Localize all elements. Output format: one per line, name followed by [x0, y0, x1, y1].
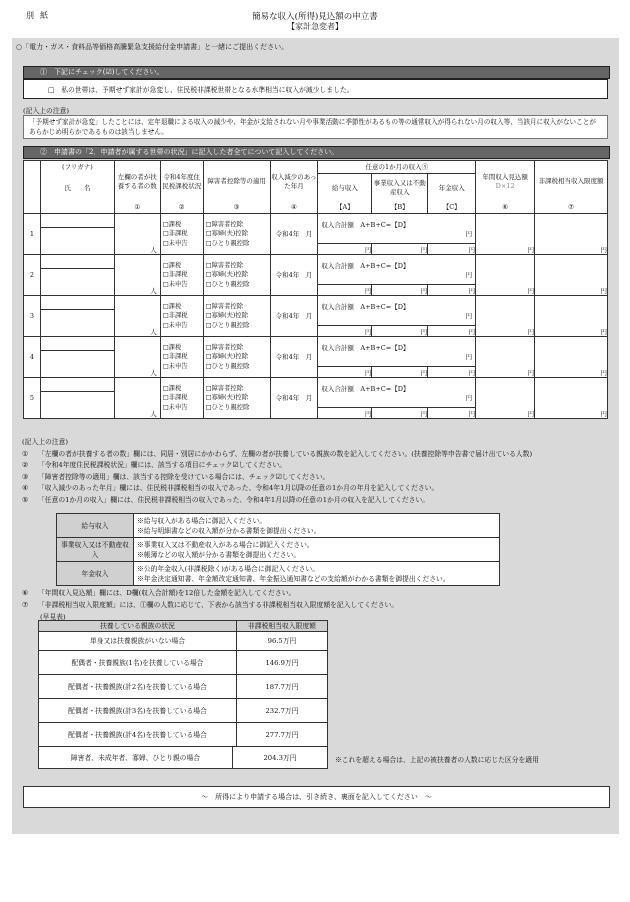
- instruction-num: ⑤: [22, 495, 29, 504]
- yen-unit: 円: [465, 352, 473, 361]
- tax-opt-unfiled[interactable]: □未申告: [162, 280, 188, 288]
- pension-field[interactable]: 円: [428, 326, 476, 337]
- instruction-text: 「年間収入見込額」欄には、D欄(収入合計額)を12倍した金額を記入してください。: [38, 589, 296, 597]
- row-number: 3: [24, 296, 41, 337]
- name-field[interactable]: [40, 392, 114, 419]
- limit-status: 配偶者・扶養親族(1名)を扶養している場合: [39, 651, 237, 675]
- col-num-1: ①: [114, 203, 160, 214]
- instruction-item: [22, 588, 607, 600]
- pension-field[interactable]: 円: [428, 367, 476, 378]
- col-num-c: 【C】: [428, 203, 476, 214]
- ded-opt-widow[interactable]: □寡婦(夫)控除: [205, 394, 248, 402]
- tax-status-header: 令和4年度住民税課税状況: [160, 161, 203, 203]
- income-type-note: ※年金決定通知書、年金額改定通知書、年金振込通知書などの支給額がわかる書類を御提出ください。: [137, 574, 450, 583]
- limit-special-note: ※これを超える場合は、上記の被扶養者の人数に応じた区分を適用: [335, 756, 539, 764]
- tax-opt-nontaxable[interactable]: □非課税: [162, 353, 188, 361]
- income-type-note: ※給与収入がある場合に御記入ください。: [137, 516, 267, 525]
- tax-opt-taxable[interactable]: □課税: [162, 261, 182, 269]
- instruction-text: 「任意の1か月の収入」欄には、住民税非課税相当の収入であった、令和4年1月以降の任意の1か月の収入を記入してください。: [38, 495, 430, 504]
- furigana-field[interactable]: [40, 296, 114, 310]
- annual-field[interactable]: 円: [476, 337, 535, 378]
- instruction-num: ③: [22, 472, 29, 481]
- salary-field[interactable]: 円: [318, 367, 372, 378]
- instruction-item: [22, 460, 607, 472]
- tax-opt-taxable[interactable]: □課税: [162, 343, 182, 351]
- instruction-num: ⑥: [22, 589, 29, 597]
- tax-opt-taxable[interactable]: □課税: [162, 384, 182, 392]
- income-types-table: [56, 513, 500, 586]
- tax-opt-unfiled[interactable]: □未申告: [162, 403, 188, 411]
- col-num-3: ③: [203, 203, 270, 214]
- annual-field[interactable]: 円: [476, 296, 535, 337]
- limit-status-header: 扶養している親族の状況: [39, 621, 237, 632]
- tax-opt-unfiled[interactable]: □未申告: [162, 362, 188, 370]
- decrease-month-field[interactable]: 令和4年 月: [270, 378, 318, 419]
- limit-status: 配偶者・扶養親族(計4名)を扶養している場合: [39, 723, 237, 747]
- ded-opt-disability[interactable]: □障害者控除: [205, 261, 244, 269]
- col-num-6: ⑥: [476, 203, 535, 214]
- instruction-text: 「令和4年度住民税課税状況」欄には、該当する項目にチェック☑してください。: [38, 461, 287, 470]
- attachment-label: 別紙: [26, 11, 54, 20]
- quick-table-caption: (早見表): [40, 613, 66, 621]
- income-sum-field[interactable]: [318, 214, 476, 244]
- decrease-month-field[interactable]: 令和4年 月: [270, 255, 318, 296]
- income-type-label: 年金収入: [57, 562, 134, 586]
- deduction-header: 障害者控除等の適用: [203, 161, 270, 203]
- deduction-options[interactable]: [203, 255, 270, 296]
- annual-field[interactable]: 円: [476, 378, 535, 419]
- tax-status-options[interactable]: [160, 296, 203, 337]
- instruction-text: 「非課税相当収入限度額」には、①欄の人数に応じて、下表から該当する非課税相当収入限度額を記入してください。: [38, 600, 399, 609]
- ded-opt-widow[interactable]: □寡婦(夫)控除: [205, 230, 248, 238]
- form-title: 簡易な収入(所得)見込額の申立書: [252, 12, 378, 22]
- row-number: 5: [24, 378, 41, 419]
- tax-opt-nontaxable[interactable]: □非課税: [162, 394, 188, 402]
- intro-text: ○「電力・ガス・食料品等価格高騰緊急支援給付金申請書」と一緒にご提出ください。: [16, 43, 289, 51]
- instruction-text: 「左欄の者が扶養する者の数」欄には、同居・別居にかかわらず、左欄の者が扶養している親族の数を記入してください。(扶養控除等申告書で届け出ている人数): [38, 449, 533, 458]
- business-field[interactable]: 円: [372, 244, 428, 255]
- decrease-month-field[interactable]: 令和4年 月: [270, 337, 318, 378]
- limit-status: 配偶者・扶養親族(計2名)を扶養している場合: [39, 675, 237, 699]
- row-number: 4: [24, 337, 41, 378]
- name-header: 氏 名: [40, 174, 114, 203]
- instruction-num: ②: [22, 461, 29, 470]
- income-type-notes: [134, 562, 500, 586]
- col-no-header: [24, 161, 41, 214]
- deduction-options[interactable]: [203, 337, 270, 378]
- limit-status: 配偶者・扶養親族(計3名)を扶養している場合: [39, 699, 237, 723]
- business-header: 事業収入又は不動産収入: [372, 174, 428, 203]
- tax-opt-unfiled[interactable]: □未申告: [162, 321, 188, 329]
- income-type-note: ※給与明細書などの収入額が分かる書類を御提出ください。: [137, 526, 321, 535]
- business-field[interactable]: 円: [372, 285, 428, 296]
- dependents-header: 左欄の者が扶養する者の数: [114, 161, 160, 203]
- limit-field[interactable]: 円: [535, 378, 608, 419]
- limit-status: 単身又は扶養親族がいない場合: [39, 632, 237, 651]
- income-type-notes: [134, 514, 500, 538]
- income-sum-field[interactable]: [318, 255, 476, 285]
- instructions-title: (記入上の注意): [22, 438, 69, 446]
- yen-unit: 円: [465, 270, 473, 279]
- deduction-options[interactable]: [203, 296, 270, 337]
- furigana-field[interactable]: [40, 337, 114, 351]
- decrease-month-field[interactable]: 令和4年 月: [270, 214, 318, 255]
- instruction-item: [22, 472, 607, 484]
- note1-title: (記入上の注意): [23, 107, 70, 115]
- income-type-label: 事業収入又は不動産収入: [57, 538, 134, 562]
- monthly-income-header: 任意の1か月の収入⑤: [318, 161, 476, 174]
- yen-unit: 円: [465, 393, 473, 402]
- dependents-field[interactable]: 人: [114, 296, 160, 337]
- pension-field[interactable]: 円: [428, 285, 476, 296]
- limit-amount-header: 非課税相当収入限度額: [237, 621, 328, 632]
- col-num-a: 【A】: [318, 203, 372, 214]
- form-subtitle: 【家計急変者】: [287, 22, 343, 31]
- ded-opt-single-parent[interactable]: □ひとり親控除: [205, 403, 250, 411]
- pension-field[interactable]: 円: [428, 408, 476, 419]
- salary-field[interactable]: 円: [318, 244, 372, 255]
- limit-quick-table: [38, 620, 328, 747]
- limit-amount: 96.5万円: [237, 632, 328, 651]
- pension-field[interactable]: 円: [428, 244, 476, 255]
- dependents-field[interactable]: 人: [114, 337, 160, 378]
- income-sum-label: 収入合計額 A+B+C=【D】: [321, 220, 410, 229]
- ded-opt-disability[interactable]: □障害者控除: [205, 302, 244, 310]
- footer-note: ～ 所得により申請する場合は、引き続き、裏面を記入してください ～: [23, 786, 610, 808]
- tax-status-options[interactable]: [160, 255, 203, 296]
- name-field[interactable]: [40, 351, 114, 378]
- income-type-notes: [134, 538, 500, 562]
- tax-status-options[interactable]: [160, 378, 203, 419]
- ded-opt-widow[interactable]: □寡婦(夫)控除: [205, 312, 248, 320]
- section1-box: [23, 79, 608, 99]
- business-field[interactable]: 円: [372, 326, 428, 337]
- ded-opt-disability[interactable]: □障害者控除: [205, 343, 244, 351]
- instruction-num: ④: [22, 484, 29, 493]
- instructions: [22, 437, 607, 507]
- yen-unit: 円: [465, 311, 473, 320]
- limit-field[interactable]: 円: [535, 296, 608, 337]
- note1-text: 「予期せず家計が急変」したことには、定年退職による収入の減少や、年金が支給されない月や事業活動に季節性があるもの等の通常収入が得られない月の収入等、当該月に収入がないことがあらかじめ明らかであるものは該当しません。: [23, 115, 608, 139]
- limit-special-status: 障害者、未成年者、寡婦、ひとり親の場合: [39, 747, 233, 769]
- income-type-label: 給与収入: [57, 514, 134, 538]
- limit-special-table: [38, 746, 328, 769]
- col-num-7: ⑦: [535, 203, 608, 214]
- col-num-2: ②: [160, 203, 203, 214]
- income-sum-field[interactable]: [318, 296, 476, 326]
- ded-opt-disability[interactable]: □障害者控除: [205, 220, 244, 228]
- ded-opt-single-parent[interactable]: □ひとり親控除: [205, 239, 250, 247]
- income-type-note: ※公的年金収入(非課税除く)がある場合に御記入ください。: [137, 564, 320, 573]
- row-number: 1: [24, 214, 41, 255]
- instruction-text: 「障害者控除等の適用」欄は、該当する控除を受けている場合には、チェック☑してください。: [38, 472, 330, 481]
- tax-opt-nontaxable[interactable]: □非課税: [162, 230, 188, 238]
- section1-checkbox[interactable]: □ 私の世帯は、予期せず家計が急変し、住民税非課税世帯となる水準相当に収入が減少しました。: [48, 86, 354, 94]
- limit-amount: 232.7万円: [237, 699, 328, 723]
- business-field[interactable]: 円: [372, 408, 428, 419]
- income-sum-label: 収入合計額 A+B+C=【D】: [321, 261, 410, 270]
- tax-opt-nontaxable[interactable]: □非課税: [162, 271, 188, 279]
- name-field[interactable]: [40, 228, 114, 255]
- pension-header: 年金収入: [428, 174, 476, 203]
- dependents-field[interactable]: 人: [114, 255, 160, 296]
- income-sum-field[interactable]: [318, 378, 476, 408]
- section2-bar: ② 申請書の「2．申請者が属する世帯の状況」に記入した者全てについて記入してください。: [23, 146, 610, 159]
- instruction-item: [22, 449, 607, 461]
- annual-income-label: 年間収入見込額: [482, 172, 528, 181]
- instructions-2: [22, 588, 607, 611]
- limit-header: 非課税相当収入限度額: [535, 161, 608, 203]
- ded-opt-disability[interactable]: □障害者控除: [205, 384, 244, 392]
- annual-income-formula: D×12: [495, 181, 515, 190]
- limit-field[interactable]: 円: [535, 214, 608, 255]
- instruction-num: ①: [22, 449, 29, 458]
- dependents-field[interactable]: 人: [114, 214, 160, 255]
- limit-amount: 187.7万円: [237, 675, 328, 699]
- tax-opt-taxable[interactable]: □課税: [162, 302, 182, 310]
- deduction-options[interactable]: [203, 214, 270, 255]
- name-field[interactable]: [40, 310, 114, 337]
- income-sum-label: 収入合計額 A+B+C=【D】: [321, 343, 410, 352]
- name-header-foot: [40, 203, 114, 214]
- decrease-month-field[interactable]: 令和4年 月: [270, 296, 318, 337]
- name-field[interactable]: [40, 269, 114, 296]
- furigana-field[interactable]: [40, 255, 114, 269]
- salary-field[interactable]: 円: [318, 408, 372, 419]
- limit-amount: 146.9万円: [237, 651, 328, 675]
- instruction-text: 「収入減少のあった年月」欄には、住民税非課税相当の収入であった、令和4年1月以降の任意の1か月の年月を記入してください。: [38, 484, 439, 493]
- income-sum-field[interactable]: [318, 337, 476, 367]
- col-num-b: 【B】: [372, 203, 428, 214]
- tax-opt-unfiled[interactable]: □未申告: [162, 239, 188, 247]
- limit-field[interactable]: 円: [535, 255, 608, 296]
- income-sum-label: 収入合計額 A+B+C=【D】: [321, 384, 410, 393]
- ded-opt-single-parent[interactable]: □ひとり親控除: [205, 280, 250, 288]
- salary-field[interactable]: 円: [318, 285, 372, 296]
- deduction-options[interactable]: [203, 378, 270, 419]
- limit-field[interactable]: 円: [535, 337, 608, 378]
- row-number: 2: [24, 255, 41, 296]
- section1-bar: ① 下記にチェック(☑)してください。: [23, 66, 610, 79]
- annual-income-header: [476, 161, 535, 203]
- furigana-field[interactable]: [40, 214, 114, 228]
- annual-field[interactable]: 円: [476, 255, 535, 296]
- income-type-note: ※事業収入又は不動産収入がある場合に御記入ください。: [137, 540, 314, 549]
- furigana-field[interactable]: [40, 378, 114, 392]
- instruction-num: ⑦: [22, 600, 29, 609]
- ded-opt-single-parent[interactable]: □ひとり親控除: [205, 321, 250, 329]
- ded-opt-widow[interactable]: □寡婦(夫)控除: [205, 271, 248, 279]
- instruction-item: [22, 483, 607, 495]
- household-table: [23, 160, 608, 419]
- tax-status-options[interactable]: [160, 214, 203, 255]
- income-sum-label: 収入合計額 A+B+C=【D】: [321, 302, 410, 311]
- ded-opt-widow[interactable]: □寡婦(夫)控除: [205, 353, 248, 361]
- tax-status-options[interactable]: [160, 337, 203, 378]
- income-type-note: ※帳簿などの収入額が分かる書類を御提出ください。: [137, 550, 301, 559]
- dependents-field[interactable]: 人: [114, 378, 160, 419]
- tax-opt-taxable[interactable]: □課税: [162, 220, 182, 228]
- col-num-4: ④: [270, 203, 318, 214]
- furigana-header: (フリガナ): [40, 161, 114, 174]
- yen-unit: 円: [465, 229, 473, 238]
- salary-header: 給与収入: [318, 174, 372, 203]
- tax-opt-nontaxable[interactable]: □非課税: [162, 312, 188, 320]
- ded-opt-single-parent[interactable]: □ひとり親控除: [205, 362, 250, 370]
- decrease-month-header: 収入減少のあった年月: [270, 161, 318, 203]
- limit-amount: 277.7万円: [237, 723, 328, 747]
- business-field[interactable]: 円: [372, 367, 428, 378]
- salary-field[interactable]: 円: [318, 326, 372, 337]
- instruction-item: [22, 495, 607, 507]
- annual-field[interactable]: 円: [476, 214, 535, 255]
- instruction-item: [22, 600, 607, 612]
- limit-special-amount: 204.3万円: [233, 747, 328, 769]
